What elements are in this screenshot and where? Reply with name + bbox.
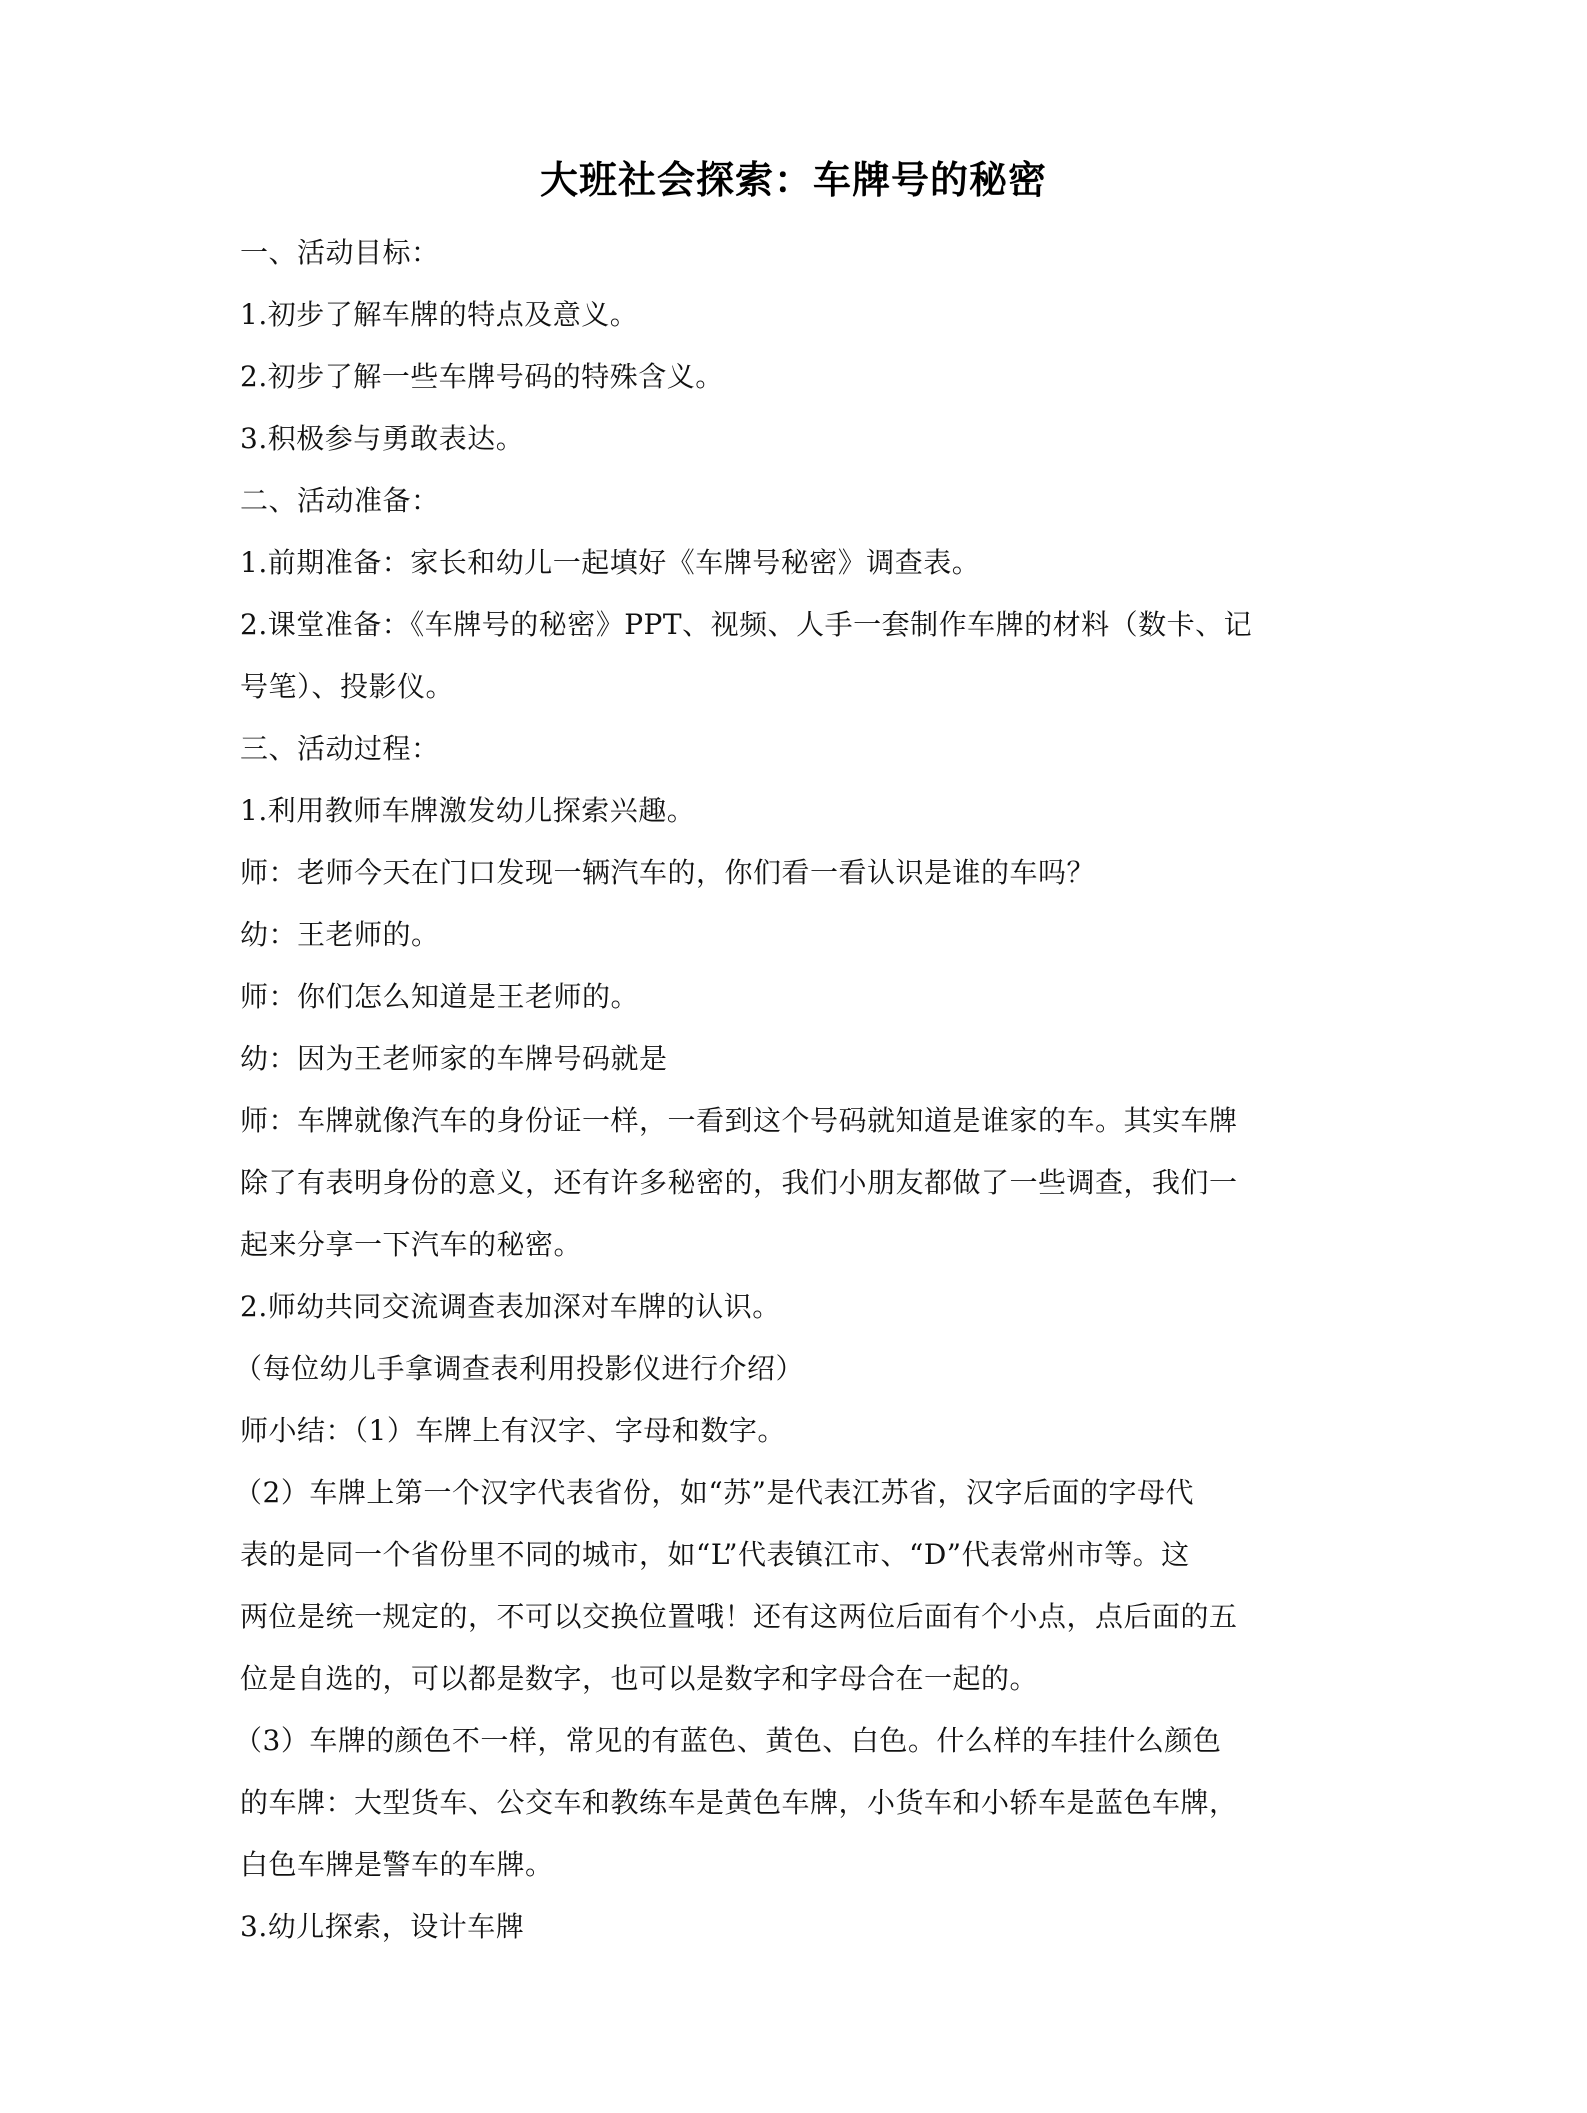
process-step-1: 1.利用教师车牌激发幼儿探索兴趣。 xyxy=(240,794,696,827)
summary-point-3: （3）车牌的颜色不一样，常见的有蓝色、黄色、白色。什么样的车挂什么颜色 xyxy=(234,1724,1222,1757)
process-step-2: 2.师幼共同交流调查表加深对车牌的认识。 xyxy=(240,1290,781,1323)
goal-item-2: 2.初步了解一些车牌号码的特殊含义。 xyxy=(240,360,724,393)
section-heading-process: 三、活动过程： xyxy=(240,732,440,765)
preparation-item-2: 2.课堂准备：《车牌号的秘密》PPT、视频、人手一套制作车牌的材料（数卡、记 xyxy=(240,608,1253,641)
process-note: （每位幼儿手拿调查表利用投影仪进行介绍） xyxy=(234,1352,805,1385)
preparation-item-2-cont: 号笔）、投影仪。 xyxy=(240,670,455,703)
section-heading-preparation: 二、活动准备： xyxy=(240,484,440,517)
summary-point-3-cont: 的车牌：大型货车、公交车和教练车是黄色车牌，小货车和小轿车是蓝色车牌， xyxy=(240,1786,1238,1819)
document-body xyxy=(234,222,1348,1958)
summary-point-2-cont: 表的是同一个省份里不同的城市，如“L”代表镇江市、“D”代表常州市等。这 xyxy=(240,1538,1190,1571)
summary-point-3-cont: 白色车牌是警车的车牌。 xyxy=(240,1848,554,1881)
section-heading-goals: 一、活动目标： xyxy=(240,236,440,269)
summary-point-1: 师小结：（1）车牌上有汉字、字母和数字。 xyxy=(240,1414,786,1447)
dialogue-line-cont: 起来分享一下汽车的秘密。 xyxy=(240,1228,583,1261)
dialogue-line: 幼：王老师的。 xyxy=(240,918,440,951)
document-title: 大班社会探索：车牌号的秘密 xyxy=(539,158,1047,202)
goal-item-3: 3.积极参与勇敢表达。 xyxy=(240,422,525,455)
summary-point-2: （2）车牌上第一个汉字代表省份，如“苏”是代表江苏省，汉字后面的字母代 xyxy=(234,1476,1194,1509)
summary-point-2-cont: 两位是统一规定的，不可以交换位置哦！还有这两位后面有个小点，点后面的五 xyxy=(240,1600,1238,1633)
process-step-3: 3.幼儿探索，设计车牌 xyxy=(240,1910,525,1943)
goal-item-1: 1.初步了解车牌的特点及意义。 xyxy=(240,298,639,331)
summary-point-2-cont: 位是自选的，可以都是数字，也可以是数字和字母合在一起的。 xyxy=(240,1662,1039,1695)
dialogue-line: 师：老师今天在门口发现一辆汽车的，你们看一看认识是谁的车吗？ xyxy=(240,856,1096,889)
dialogue-line: 幼：因为王老师家的车牌号码就是 xyxy=(240,1042,668,1075)
dialogue-line-cont: 除了有表明身份的意义，还有许多秘密的，我们小朋友都做了一些调查，我们一 xyxy=(240,1166,1238,1199)
preparation-item-1: 1.前期准备：家长和幼儿一起填好《车牌号秘密》调查表。 xyxy=(240,546,981,579)
dialogue-line: 师：车牌就像汽车的身份证一样，一看到这个号码就知道是谁家的车。其实车牌 xyxy=(240,1104,1238,1137)
dialogue-line: 师：你们怎么知道是王老师的。 xyxy=(240,980,640,1013)
